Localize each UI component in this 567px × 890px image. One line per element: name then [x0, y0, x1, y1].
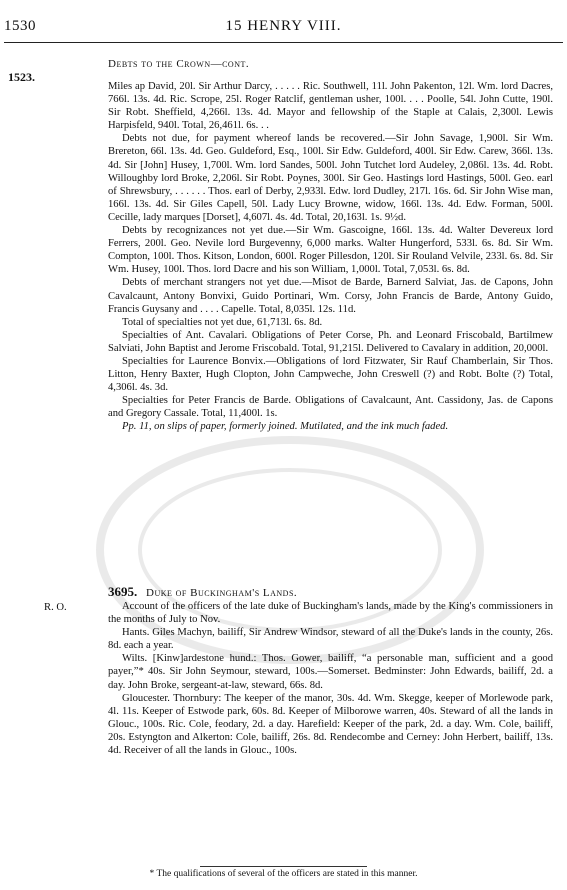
entry-number: 3695.: [108, 584, 138, 599]
entry-title: Duke of Buckingham's Lands.: [146, 587, 298, 599]
paragraph: Total of specialties not yet due, 61,713l. 6s. 8d.: [122, 316, 323, 328]
header-rule: [4, 42, 563, 43]
paragraph: Wilts. [Kinw]ardestone hund.: Thos. Gower, bailiff, “a personable man, sufficient and a good payer,”* 40s. Sir John Seymour, steward, 100s.—Somerset. Bedminster: John Edwards, bailiff, 2d. a day. John Broke, sergeant-at-law, steward, 66s. 8d.: [108, 653, 553, 691]
year-label: 1523.: [8, 70, 35, 84]
margin-source: R. O.: [44, 602, 67, 613]
paragraph: Specialties of Ant. Cavalari. Obligations of Peter Corse, Ph. and Leonard Friscobald, Bartilmew Salviati, John Baptist and Jerome Friscobald. Total, 91,215l. Delivered to Cavalary in addition, 20,000l.: [108, 329, 553, 354]
footnote: * The qualifications of several of the officers are stated in this manner.: [149, 869, 418, 879]
paragraph: Gloucester. Thornbury: The keeper of the manor, 30s. 4d. Wm. Skegge, keeper of Morlewode park, 4l. 11s. Keeper of Estwode park, 60s. 8d. Keeper of Milborowe warren, 40s. Steward of all the lands in Glouc., 100s. Ric. Cole, feodary, 2d. a day. Harefield: Keeper of the park, 2d. a day. Wm. Cole, bailiff, 20s. Estyngton and Alkerton: Cole, bailiff, 26s. 8d. Rendecombe and Cerney: John Herbert, bailiff, 13s. 4d. Receiver of all the lands in Glouc., 100s.: [108, 692, 553, 757]
lands-body: [108, 600, 553, 757]
page-number: 1530: [4, 18, 36, 34]
running-head: 15 HENRY VIII.: [225, 18, 342, 34]
paragraph: Hants. Giles Machyn, bailiff, Sir Andrew Windsor, steward of all the Duke's lands in the county, 26s. 8d. each a year.: [108, 627, 553, 652]
debts-body: [108, 80, 553, 434]
section-heading: Debts to the Crown—cont.: [108, 58, 250, 70]
paragraph: Specialties for Laurence Bonvix.—Obligations of lord Fitzwater, Sir Rauf Chamberlain, Sir Thos. Litton, Henry Baxter, Hugh Clopton, John Campweche, John Creswell (?) and Robt. Bolte (?) Total, 4,306l. 4s. 3d.: [108, 355, 553, 394]
paragraph: Miles ap David, 20l. Sir Arthur Darcy, . . . . . Ric. Southwell, 11l. John Pakenton, 12l. Wm. lord Dacres, 766l. 13s. 4d. Ric. Scrope, 25l. Roger Ratclif, gentleman usher, 100l. . . . Poolle, 54l. John Cutte, 190l. Sir Robt. Sheffield, 4,266l. 13s. 4d. Mayor and fellowship of the Staple at Calais, 2,300l. Lewis Harpisfeld, 940l. Total, 26,461l. 6s. . .: [108, 81, 553, 132]
paragraph: Debts not due, for payment whereof lands be recovered.—Sir John Savage, 1,900l. Sir Wm. Brereton, 66l. 13s. 4d. Geo. Guldeford, Esq., 100l. Sir Edw. Guldeford, 400l. Sir Edw. Carew, 366l. 13s. 4d. Sir [John] Husey, 1,700l. Wm. lord Sandes, 500l. John Tutchet lord Audeley, 2,086l. 13s. 4d. Robt. Willoughby lord Broke, 2,206l. Sir Robt. Poynes, 300l. Sir Geo. Hastings lord Hastings, 500l. Geo. earl of Shrewsbury, . . . . . . Thos. earl of Derby, 2,933l. Edw. lord Dudley, 217l. 16s. 6d. Sir John Wise man, 166l. 13s. 4d. Sir Giles Capell, 50l. Lady Lucy Browne, widow, 166l. 13s. 4d. Edw. Forman, 500l. Cecille, lady marques [Dorset], 4,607l. 4s. 4d. Total, 20,163l. 1s. 9½d.: [108, 133, 553, 223]
paragraph: Specialties for Peter Francis de Barde. Obligations of Cavalcaunt, Ant. Cassidony, Jas. de Capons and Gregory Cassale. Total, 11,400l. 1s.: [108, 395, 553, 420]
entry-heading: [108, 584, 553, 600]
description-note: Pp. 11, on slips of paper, formerly joined. Mutilated, and the ink much faded.: [122, 421, 449, 433]
footnote-rule: [200, 866, 367, 867]
paragraph: Account of the officers of the late duke of Buckingham's lands, made by the King's commissioners in the months of July to Nov.: [108, 601, 553, 626]
paragraph: Debts by recognizances not yet due.—Sir Wm. Gascoigne, 166l. 13s. 4d. Walter Devereux lord Ferrers, 200l. Geo. Nevile lord Burgevenny, 6,000 marks. Walter Hungerford, 533l. 6s. 8d. Sir Wm. Compton, 100l. Thos. Kitson, London, 600l. Roger Pillesdon, 120l. Sir Rouland Velvile, 233l. 6s. 8d. Sir Wm. Husey, 100l. Thos. lord Dacre and his son William, 1,000l. Total, 7,053l. 6s. 8d.: [108, 225, 553, 276]
paragraph: Debts of merchant strangers not yet due.—Misot de Barde, Barnerd Salviat, Jas. de Capons, John Cavalcaunt, Antony Bonvixi, Guido Portinari, Wm. Corsy, John Francis de Barde, Antony Guido, Francis Guysany and . . . . Capelle. Total, 8,035l. 12s. 11d.: [108, 277, 553, 315]
